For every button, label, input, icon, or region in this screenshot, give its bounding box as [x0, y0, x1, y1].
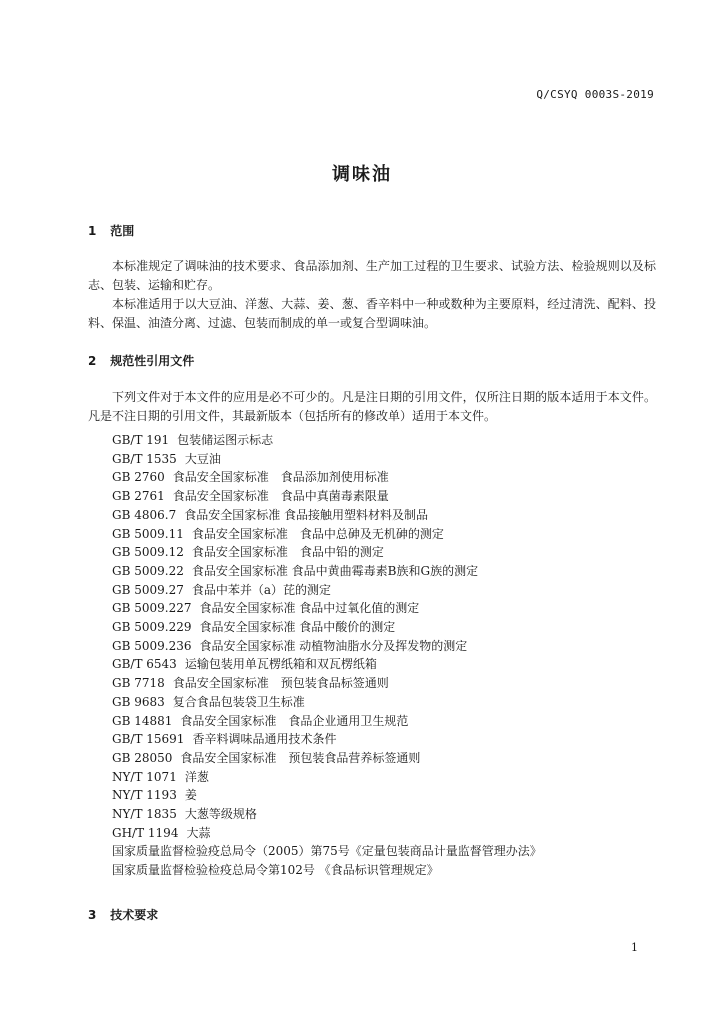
reference-code: NY/T 1835 — [112, 807, 177, 822]
reference-item — [112, 543, 542, 562]
reference-code: GB 5009.12 — [112, 545, 184, 560]
reference-code: GB 9683 — [112, 694, 165, 709]
reference-title: 食品安全国家标准 食品中总砷及无机砷的测定 — [191, 526, 444, 541]
reference-title: 包装储运图示标志 — [177, 433, 274, 447]
reference-item — [112, 468, 542, 487]
reference-title: 香辛料调味品通用技术条件 — [192, 732, 337, 747]
reference-title: 食品安全国家标准 预包装食品标签通则 — [172, 676, 389, 691]
reference-code: GB/T 1535 — [112, 451, 177, 466]
scope-paragraph-2: 本标准适用于以大豆油、洋葱、大蒜、姜、葱、香辛料中一种或数种为主要原料，经过清洗、配料、投料、保温、油渣分离、过滤、包装而制成的单一或复合型调味油。 — [88, 297, 656, 330]
reference-code: GH/T 1194 — [112, 825, 179, 840]
reference-code: GB 5009.11 — [112, 526, 184, 541]
reference-item — [112, 712, 542, 731]
page-number: 1 — [631, 941, 638, 954]
reference-code: GB/T 15691 — [112, 732, 185, 747]
reference-title: 食品安全国家标准 食品中黄曲霉毒素B族和G族的测定 — [191, 563, 479, 578]
reference-item — [112, 450, 542, 469]
reference-item — [112, 805, 542, 824]
reference-title: 食品安全国家标准 食品添加剂使用标准 — [172, 470, 389, 485]
section-1-number: 1 — [88, 224, 97, 238]
reference-item — [112, 599, 542, 618]
reference-title: 食品安全国家标准 动植物油脂水分及挥发物的测定 — [199, 638, 468, 653]
reference-title: 国家质量监督检验检疫总局令第102号 《食品标识管理规定》 — [112, 863, 439, 878]
reference-title: 食品安全国家标准 预包装食品营养标签通则 — [180, 750, 421, 765]
reference-item — [112, 842, 542, 861]
reference-title: 大豆油 — [184, 451, 221, 466]
reference-code: NY/T 1071 — [112, 769, 177, 784]
reference-item — [112, 637, 542, 656]
section-2-title: 规范性引用文件 — [110, 354, 195, 368]
reference-title: 食品安全国家标准 食品企业通用卫生规范 — [180, 713, 409, 728]
reference-item — [112, 618, 542, 637]
reference-item — [112, 730, 542, 749]
reference-code: GB/T 6543 — [112, 657, 177, 672]
reference-item — [112, 768, 542, 787]
reference-code: GB 14881 — [112, 713, 173, 728]
reference-code: GB 5009.227 — [112, 601, 192, 616]
reference-title: 复合食品包装袋卫生标准 — [172, 694, 305, 709]
reference-title: 国家质量监督检验疫总局令（2005）第75号《定量包装商品计量监督管理办法》 — [112, 844, 542, 859]
reference-code: GB 4806.7 — [112, 507, 177, 522]
reference-code: GB 5009.22 — [112, 563, 184, 578]
reference-list — [112, 431, 542, 880]
reference-title: 大葱等级规格 — [184, 807, 257, 822]
section-3-number: 3 — [88, 908, 97, 922]
reference-item — [112, 786, 542, 805]
reference-code: GB 28050 — [112, 750, 173, 765]
reference-item — [112, 655, 542, 674]
reference-title: 运输包装用单瓦楞纸箱和双瓦楞纸箱 — [184, 657, 377, 672]
reference-item — [112, 749, 542, 768]
reference-item — [112, 525, 542, 544]
section-2-number: 2 — [88, 354, 97, 368]
document-title: 调味油 — [332, 164, 392, 185]
standard-number: Q/CSYQ 0003S-2019 — [536, 88, 654, 101]
reference-title: 食品安全国家标准 食品接触用塑料材料及制品 — [184, 507, 429, 522]
reference-item — [112, 487, 542, 506]
section-3-heading — [88, 906, 158, 923]
reference-title: 食品安全国家标准 食品中酸价的测定 — [199, 620, 396, 635]
reference-item — [112, 824, 542, 843]
reference-item — [112, 581, 542, 600]
reference-title: 食品安全国家标准 食品中铅的测定 — [191, 545, 384, 560]
references-intro-paragraph: 下列文件对于本文件的应用是必不可少的。凡是注日期的引用文件，仅所注日期的版本适用于本文件。凡是不注日期的引用文件，其最新版本（包括所有的修改单）适用于本文件。 — [88, 390, 656, 423]
reference-code: GB 5009.236 — [112, 638, 192, 653]
reference-title: 食品安全国家标准 食品中过氧化值的测定 — [199, 601, 420, 616]
section-2-heading — [88, 352, 194, 369]
reference-item — [112, 431, 542, 450]
section-1-heading — [88, 222, 134, 239]
scope-paragraph-1: 本标准规定了调味油的技术要求、食品添加剂、生产加工过程的卫生要求、试验方法、检验规则以及标志、包装、运输和贮存。 — [88, 259, 656, 292]
reference-code: GB 5009.27 — [112, 582, 184, 597]
reference-item — [112, 861, 542, 880]
reference-item — [112, 506, 542, 525]
reference-title: 大蒜 — [186, 825, 211, 840]
reference-item — [112, 693, 542, 712]
reference-code: GB 2760 — [112, 470, 165, 485]
reference-code: GB 7718 — [112, 676, 165, 691]
reference-code: NY/T 1193 — [112, 788, 177, 803]
reference-code: GB/T 191 — [112, 433, 170, 447]
section-1-title: 范围 — [110, 224, 135, 238]
reference-item — [112, 562, 542, 581]
section-3-title: 技术要求 — [110, 908, 159, 922]
reference-title: 姜 — [184, 788, 197, 803]
reference-title: 食品安全国家标准 食品中真菌毒素限量 — [172, 489, 389, 504]
reference-title: 食品中苯并（a）芘的测定 — [191, 582, 331, 597]
reference-title: 洋葱 — [184, 769, 209, 784]
reference-code: GB 2761 — [112, 489, 165, 504]
reference-item — [112, 674, 542, 693]
reference-code: GB 5009.229 — [112, 620, 192, 635]
